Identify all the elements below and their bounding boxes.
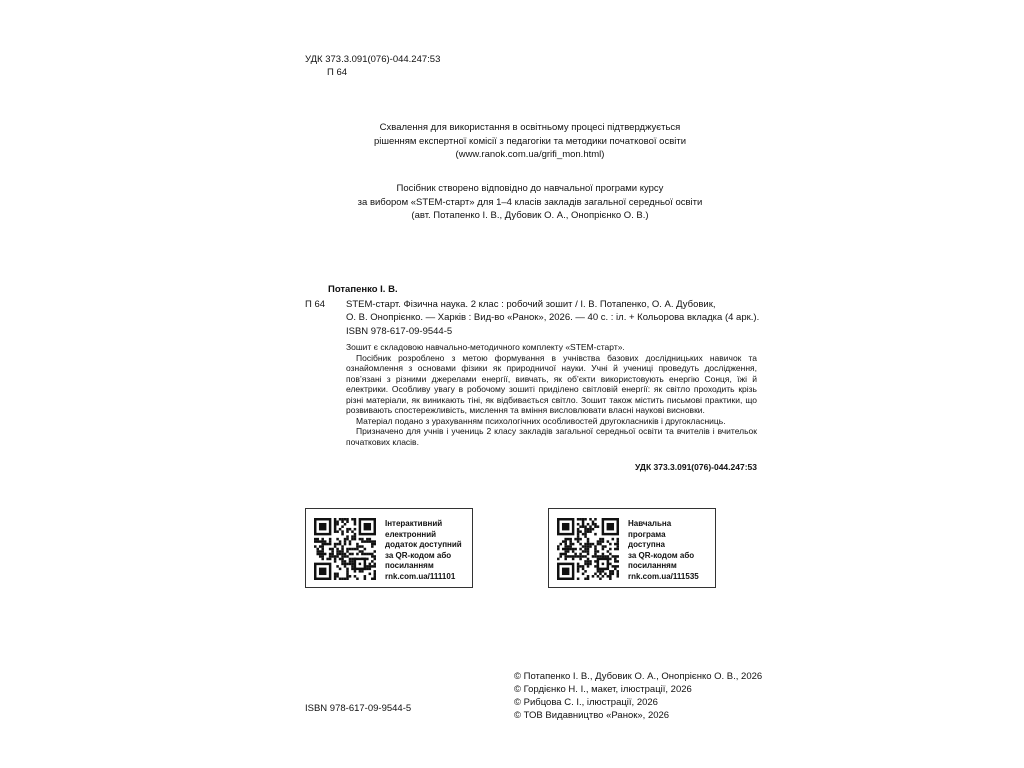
program-notice bbox=[305, 182, 755, 223]
approval-notice bbox=[305, 121, 755, 162]
udk-header bbox=[305, 53, 440, 79]
approval-line: (www.ranok.com.ua/grifi_mon.html) bbox=[455, 149, 605, 160]
program-line: (авт. Потапенко І. В., Дубовик О. А., Онопрієнко О. В.) bbox=[411, 210, 649, 221]
qr-caption bbox=[628, 519, 699, 582]
catalog-isbn: ISBN 978-617-09-9544-5 bbox=[346, 326, 453, 337]
qr-caption bbox=[385, 519, 462, 582]
qr-box-interactive-app bbox=[305, 508, 473, 588]
udk-code-right: УДК 373.3.091(076)-044.247:53 bbox=[635, 462, 757, 472]
program-line: за вибором «STEM-старт» для 1–4 класів закладів загальної середньої освіти bbox=[357, 196, 703, 208]
program-line: Посібник створено відповідно до навчальної програми курсу bbox=[396, 183, 664, 194]
qr-code-icon[interactable] bbox=[557, 518, 619, 580]
footer-isbn: ISBN 978-617-09-9544-5 bbox=[305, 703, 412, 714]
copyright-block bbox=[514, 670, 762, 722]
qr-caption-line: посиланням bbox=[628, 561, 677, 570]
annotation-paragraph: Зошит є складовою навчально-методичного комплекту «STEM-старт». bbox=[346, 342, 625, 352]
annotation-paragraph: Призначено для учнів і учениць 2 класу закладів загальної середньої освіти та вчителів і вчительок початкових класів. bbox=[346, 426, 757, 447]
approval-line: рішенням експертної комісії з педагогіки та методики початкової освіти bbox=[373, 135, 687, 147]
qr-caption-line: за QR-кодом або bbox=[385, 550, 452, 560]
description-line: О. В. Онопрієнко. — Харків : Вид-во «Ранок», 2026. — 40 с. : іл. + Кольорова вкладка (4 арк.). bbox=[346, 312, 760, 323]
qr-link[interactable]: rnk.com.ua/111535 bbox=[628, 571, 699, 581]
qr-caption-line: Навчальна bbox=[628, 519, 672, 528]
catalog-code: П 64 bbox=[327, 67, 348, 78]
annotation bbox=[346, 342, 757, 447]
description-line: STEM-старт. Фізична наука. 2 клас : робочий зошит / І. В. Потапенко, О. А. Дубовик, bbox=[346, 299, 716, 310]
author-heading: Потапенко І. В. bbox=[328, 284, 398, 295]
copyright-line: © ТОВ Видавництво «Ранок», 2026 bbox=[514, 710, 670, 721]
qr-caption-line: програма bbox=[628, 529, 666, 539]
udk-code: УДК 373.3.091(076)-044.247:53 bbox=[305, 54, 441, 65]
bibliographic-description bbox=[346, 298, 760, 324]
qr-code-icon[interactable] bbox=[314, 518, 376, 580]
annotation-paragraph: Матеріал подано з урахуванням психологічних особливостей другокласників і другокласниць. bbox=[356, 415, 726, 426]
qr-caption-line: за QR-кодом або bbox=[628, 550, 695, 560]
copyright-line: © Рибцова С. І., ілюстрації, 2026 bbox=[514, 697, 658, 708]
annotation-paragraph: Посібник розроблено з метою формування в учнівства базових дослідницьких навичок та ознайомлення з основами фізики як природничої науки. Учні й учениці проведуть дослідження, пов’язані з різними джерелами енергії, вивчать, як об’єкти використовують енергію Сонця, їжі й електрики. Особливу увагу в робочому зошиті приділено світловій енергії: як світло проходить крізь різні матеріали, як виникають тіні, як відбивається світло. Зошит також містить письмові практики, що розвивають спостережливість, мислення та вміння висловлювати власні наукові висновки. bbox=[346, 352, 757, 415]
qr-caption-line: Інтерактивний bbox=[385, 519, 443, 528]
approval-line: Схвалення для використання в освітньому процесі підтверджується bbox=[379, 122, 681, 133]
qr-link[interactable]: rnk.com.ua/111101 bbox=[385, 571, 456, 581]
copyright-line: © Гордієнко Н. І., макет, ілюстрації, 2026 bbox=[514, 684, 692, 695]
qr-caption-line: електронний bbox=[385, 529, 437, 539]
qr-caption-line: додаток доступний bbox=[385, 540, 462, 549]
qr-caption-line: посиланням bbox=[385, 561, 434, 570]
catalog-code: П 64 bbox=[305, 299, 326, 310]
copyright-line: © Потапенко І. В., Дубовик О. А., Онопрієнко О. В., 2026 bbox=[514, 671, 763, 682]
qr-caption-line: доступна bbox=[628, 540, 665, 549]
qr-box-curriculum bbox=[548, 508, 716, 588]
